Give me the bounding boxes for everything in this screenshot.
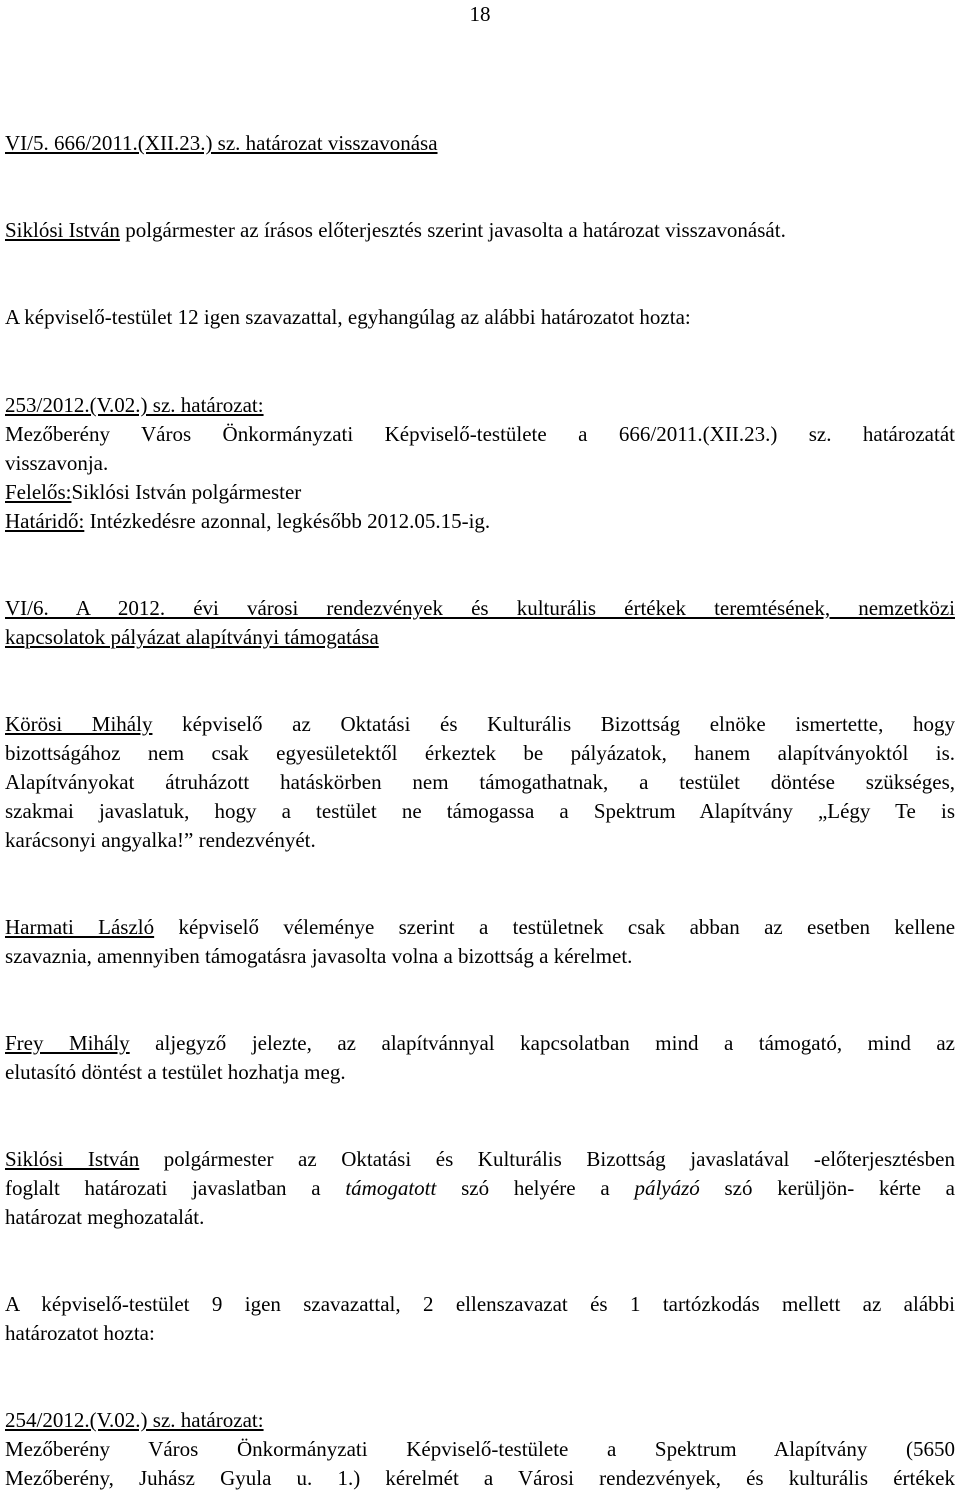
- resolution-number: 253/2012.(V.02.) sz. határozat:: [5, 393, 264, 417]
- paragraph-text: foglalt határozati javaslatban a: [5, 1176, 346, 1200]
- paragraph-text: képviselő véleménye szerint a testületnek csak abban az esetben kellene: [154, 915, 956, 939]
- paragraph-vote: A képviselő-testület 12 igen szavazattal, egyhangúlag az alábbi határozatot hozta:: [5, 305, 691, 329]
- person-name: Frey Mihály: [5, 1031, 130, 1055]
- person-name: Siklósi István: [5, 1147, 140, 1171]
- paragraph-line: [5, 913, 955, 942]
- paragraph-line: határozatot hozta:: [5, 1321, 155, 1345]
- section-heading-vi6: VI/6. A 2012. évi városi rendezvények és kulturális értékek teremtésének, nemzetközi: [5, 596, 955, 620]
- paragraph-line: Alapítványokat átruházott hatáskörben nem támogathatnak, a testület döntése szükséges,: [5, 770, 955, 794]
- responsible-value: Siklósi István polgármester: [71, 480, 302, 504]
- paragraph-line: elutasító döntést a testület hozhatja meg.: [5, 1060, 346, 1084]
- person-name: Siklósi István: [5, 218, 120, 242]
- paragraph-text: szó helyére a: [436, 1176, 635, 1200]
- paragraph-text: szó kerüljön- kérte a: [699, 1176, 955, 1200]
- paragraph-proposal: [5, 216, 955, 245]
- deadline-value: Intézkedésre azonnal, legkésőbb 2012.05.15-ig.: [84, 509, 491, 533]
- page-number: 18: [469, 2, 491, 26]
- section-heading-vi5: VI/5. 666/2011.(XII.23.) sz. határozat visszavonása: [5, 131, 438, 155]
- paragraph-line: bizottságához nem csak egyesületektől érkeztek be pályázatok, hanem alapítványoktól is.: [5, 741, 955, 765]
- deadline-line: [5, 507, 955, 536]
- deadline-label: Határidő:: [5, 509, 85, 533]
- resolution-text-line: Mezőberény Város Önkormányzati Képviselő-testülete a 666/2011.(XII.23.) sz. határozatát: [5, 422, 955, 446]
- paragraph-line: [5, 1145, 955, 1174]
- paragraph-text: képviselő az Oktatási és Kulturális Bizottság elnöke ismertette, hogy: [152, 712, 955, 736]
- section-heading-vi6-cont: kapcsolatok pályázat alapítványi támogatása: [5, 625, 379, 649]
- resolution-text-line: Mezőberény, Juhász Gyula u. 1.) kérelmét a Városi rendezvények, és kulturális értékek: [5, 1466, 955, 1490]
- paragraph-line: szavaznia, amennyiben támogatásra javasolta volna a bizottság a kérelmet.: [5, 944, 633, 968]
- paragraph-text: aljegyző jelezte, az alapítvánnyal kapcsolatban mind a támogató, mind az: [129, 1031, 955, 1055]
- resolution-text-line: visszavonja.: [5, 451, 109, 475]
- resolution-number: 254/2012.(V.02.) sz. határozat:: [5, 1408, 264, 1432]
- responsible-label: Felelős:: [5, 480, 72, 504]
- paragraph-line: karácsonyi angyalka!” rendezvényét.: [5, 828, 316, 852]
- paragraph-line: [5, 1174, 955, 1203]
- paragraph-text: polgármester az írásos előterjesztés szerint javasolta a határozat visszavonását.: [119, 218, 786, 242]
- italic-term: támogatott: [345, 1176, 437, 1200]
- paragraph-text: polgármester az Oktatási és Kulturális Bizottság javaslatával -előterjesztésben: [139, 1147, 956, 1171]
- paragraph-line: [5, 1029, 955, 1058]
- paragraph-line: szakmai javaslatuk, hogy a testület ne támogassa a Spektrum Alapítvány „Légy Te is: [5, 799, 955, 823]
- person-name: Harmati László: [5, 915, 155, 939]
- responsible-line: [5, 478, 955, 507]
- paragraph-line: [5, 710, 955, 739]
- paragraph-line: A képviselő-testület 9 igen szavazattal, 2 ellenszavazat és 1 tartózkodás mellett az alábbi: [5, 1292, 955, 1316]
- italic-term: pályázó: [634, 1176, 700, 1200]
- person-name: Körösi Mihály: [5, 712, 153, 736]
- resolution-text-line: Mezőberény Város Önkormányzati Képviselő-testülete a Spektrum Alapítvány (5650: [5, 1437, 955, 1461]
- paragraph-line: határozat meghozatalát.: [5, 1205, 205, 1229]
